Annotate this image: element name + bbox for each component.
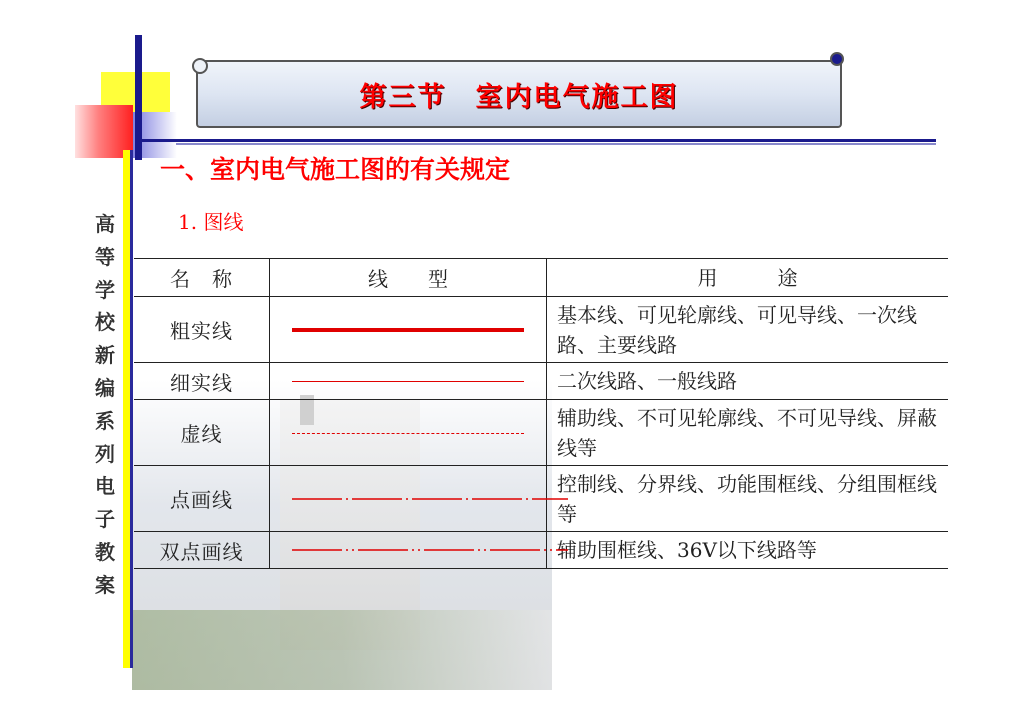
header-name: 名 称 (134, 259, 270, 297)
dash-dot-line-sample (292, 498, 568, 500)
section-heading: 一、室内电气施工图的有关规定 (160, 155, 511, 184)
side-char: 系 (95, 408, 115, 433)
subsection-heading: 1. 图线 (178, 210, 244, 234)
table-row (134, 532, 948, 569)
side-char: 编 (95, 375, 115, 400)
side-char: 子 (95, 507, 115, 532)
side-char: 电 (95, 474, 115, 499)
table-header-row (134, 259, 948, 297)
table-row (134, 363, 948, 400)
cell-name: 双点画线 (134, 532, 270, 569)
side-char: 新 (95, 343, 115, 368)
cell-usage: 二次线路、一般线路 (547, 363, 949, 400)
decor-horizontal-rule-shadow (176, 143, 936, 145)
side-char: 案 (95, 572, 115, 597)
slide-title: 第三节 室内电气施工图 (359, 81, 679, 113)
table-row (134, 400, 948, 466)
dash-double-dot-line-sample (292, 549, 568, 551)
cell-line-sample (270, 466, 547, 532)
header-usage: 用 途 (547, 259, 949, 297)
cell-line-sample (270, 297, 547, 363)
cell-usage: 控制线、分界线、功能围框线、分组围框线等 (547, 466, 949, 532)
decor-vertical-blue-line (130, 150, 133, 668)
decor-vertical-yellow-bar (123, 150, 130, 668)
cell-line-sample (270, 532, 547, 569)
table-row (134, 466, 948, 532)
dashed-line-sample (292, 433, 524, 434)
thin-solid-line-sample (292, 381, 524, 382)
table-row (134, 297, 948, 363)
cell-usage: 辅助线、不可见轮廓线、不可见导线、屏蔽线等 (547, 400, 949, 466)
cell-line-sample (270, 400, 547, 466)
background-trees (132, 610, 552, 690)
cell-name: 虚线 (134, 400, 270, 466)
side-char: 等 (95, 244, 115, 269)
cell-name: 粗实线 (134, 297, 270, 363)
side-char: 列 (95, 441, 115, 466)
thick-solid-line-sample (292, 328, 524, 332)
cell-name: 细实线 (134, 363, 270, 400)
header-line-style: 线 型 (270, 259, 547, 297)
side-char: 学 (95, 277, 115, 302)
side-char: 校 (95, 310, 115, 335)
cell-line-sample (270, 363, 547, 400)
side-char: 高 (95, 212, 115, 236)
cell-usage: 基本线、可见轮廓线、可见导线、一次线路、主要线路 (547, 297, 949, 363)
decor-horizontal-rule (141, 139, 936, 142)
cell-usage: 辅助围框线、36V以下线路等 (547, 532, 949, 569)
cell-name: 点画线 (134, 466, 270, 532)
side-vertical-text (92, 208, 118, 602)
line-type-table (134, 258, 948, 569)
side-char: 教 (95, 539, 115, 564)
